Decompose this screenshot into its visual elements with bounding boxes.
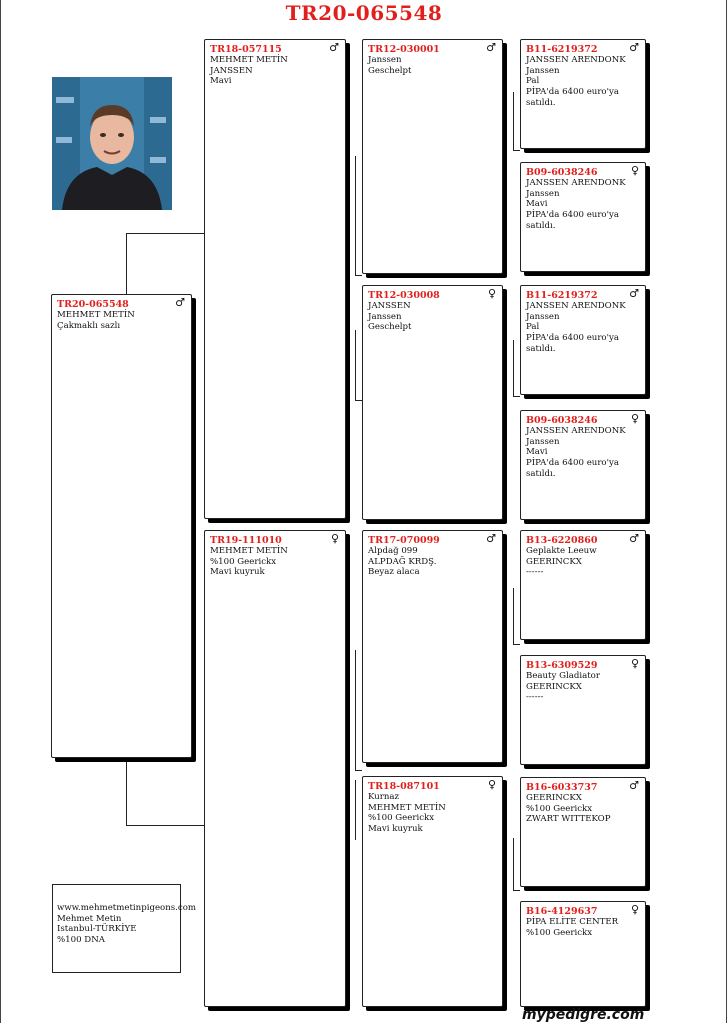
detail-line: %100 Geerickx — [210, 556, 277, 567]
ring-number: TR18-057115 — [210, 44, 282, 55]
detail-line: ------ — [526, 692, 544, 703]
pigeon-card-great-grandparent[interactable] — [520, 39, 646, 149]
connector — [126, 233, 204, 234]
detail-line: GEERINCKX — [526, 556, 582, 567]
dna-note: %100 DNA — [57, 935, 105, 946]
connector — [126, 758, 127, 826]
ring-number: B09-6038246 — [526, 415, 598, 426]
pigeon-card-grandparent[interactable] — [362, 776, 503, 1007]
sex-icon: ♂ — [629, 779, 639, 792]
pigeon-card-grandparent[interactable] — [362, 285, 503, 520]
pigeon-card-grandparent[interactable] — [362, 530, 503, 763]
ring-number: B13-6309529 — [526, 660, 598, 671]
connector — [513, 340, 514, 396]
sex-icon: ♂ — [175, 296, 185, 309]
detail-line: MEHMET METİN — [210, 546, 288, 556]
ring-number: B16-4129637 — [526, 906, 598, 917]
detail-line: Janssen — [526, 436, 560, 447]
pigeon-card-great-grandparent[interactable] — [520, 162, 646, 272]
person-avatar-icon — [52, 77, 172, 210]
website-text: www.mehmetmetinpigeons.com — [57, 903, 197, 913]
detail-line: Mavi kuyruk — [368, 824, 423, 835]
connector — [355, 650, 356, 770]
connector — [355, 275, 362, 276]
ring-number: B11-6219372 — [526, 290, 598, 301]
connector — [126, 233, 127, 294]
detail-line: Beyaz alaca — [368, 567, 420, 578]
pigeon-card-dam[interactable] — [204, 530, 346, 1007]
detail-line: MEHMET METİN — [57, 310, 135, 320]
sex-icon: ♀ — [630, 164, 639, 177]
detail-line: Mavi — [526, 199, 548, 210]
ring-number: TR12-030001 — [368, 44, 440, 55]
sex-icon: ♀ — [630, 412, 639, 425]
footer-brand: mypedigre.com — [522, 1007, 645, 1023]
ring-number: TR19-111010 — [210, 535, 282, 546]
sex-icon: ♀ — [630, 657, 639, 670]
detail-line: ------ — [526, 567, 544, 578]
detail-line: JANSSEN ARENDONK — [526, 55, 626, 65]
detail-line: Mavi — [526, 447, 548, 458]
pigeon-card-great-grandparent[interactable] — [520, 285, 646, 395]
detail-line: GEERINCKX — [526, 793, 582, 803]
pigeon-card-great-grandparent[interactable] — [520, 901, 646, 1007]
connector — [513, 92, 514, 150]
ring-number: B13-6220860 — [526, 535, 598, 546]
breeder-location: Istanbul-TÜRKİYE — [57, 924, 137, 935]
connector — [513, 588, 514, 644]
detail-line: %100 Geerickx — [368, 813, 435, 824]
sex-icon: ♀ — [330, 532, 339, 545]
sex-icon: ♂ — [629, 532, 639, 545]
sex-icon: ♂ — [329, 41, 339, 54]
detail-line: JANSSEN — [210, 65, 253, 76]
detail-line: satıldı. — [526, 97, 556, 108]
ring-number: TR20-065548 — [57, 299, 129, 310]
detail-line: Geschelpt — [368, 322, 412, 333]
detail-line: Geplakte Leeuw — [526, 546, 597, 556]
connector — [126, 825, 204, 826]
sex-icon: ♂ — [629, 41, 639, 54]
detail-line: Alpdağ 099 — [368, 546, 418, 556]
detail-line: Beauty Gladiator — [526, 671, 600, 681]
detail-line: Geschelpt — [368, 65, 412, 76]
detail-line: Janssen — [526, 311, 560, 322]
sex-icon: ♂ — [486, 532, 496, 545]
detail-line: MEHMET METİN — [368, 802, 446, 813]
sex-icon: ♂ — [629, 287, 639, 300]
detail-line: MEHMET METİN — [210, 55, 288, 65]
pigeon-card-sire[interactable] — [204, 39, 346, 519]
sex-icon: ♀ — [630, 903, 639, 916]
page-title: TR20-065548 — [285, 1, 443, 25]
detail-line: %100 Geerickx — [526, 803, 593, 814]
sex-icon: ♀ — [487, 778, 496, 791]
sex-icon: ♂ — [486, 41, 496, 54]
detail-line: JANSSEN — [368, 301, 411, 311]
ring-number: TR12-030008 — [368, 290, 440, 301]
detail-line: PİPA ELİTE CENTER — [526, 917, 619, 927]
detail-line: JANSSEN ARENDONK — [526, 426, 626, 436]
connector — [355, 770, 362, 771]
connector — [513, 890, 520, 891]
detail-line: ALPDAĞ KRDŞ. — [368, 556, 437, 567]
detail-line: Mavi — [210, 76, 232, 87]
detail-line: Kurnaz — [368, 792, 400, 802]
pigeon-card-great-grandparent[interactable] — [520, 777, 646, 887]
connector — [355, 156, 356, 276]
connector — [355, 330, 356, 400]
detail-line: satıldı. — [526, 468, 556, 479]
connector — [513, 644, 520, 645]
breeder-info-box — [52, 884, 197, 973]
detail-line: ZWART WITTEKOP — [526, 814, 611, 825]
ring-number: B11-6219372 — [526, 44, 598, 55]
detail-line: %100 Geerickx — [526, 927, 593, 938]
detail-line: Pal — [526, 76, 540, 87]
detail-line: GEERINCKX — [526, 681, 582, 692]
sex-icon: ♀ — [487, 287, 496, 300]
connector — [355, 400, 362, 401]
ring-number: TR18-087101 — [368, 781, 440, 792]
pigeon-card-great-grandparent[interactable] — [520, 655, 646, 765]
detail-line: JANSSEN ARENDONK — [526, 301, 626, 311]
detail-line: PİPA'da 6400 euro'ya — [526, 458, 619, 469]
owner-photo — [52, 77, 172, 210]
connector — [355, 780, 356, 840]
detail-line: Mavi kuyruk — [210, 567, 265, 578]
detail-line: Janssen — [368, 311, 402, 322]
ring-number: B16-6033737 — [526, 782, 598, 793]
breeder-name: Mehmet Metin — [57, 913, 122, 924]
pigeon-card-great-grandparent[interactable] — [520, 410, 646, 520]
detail-line: satıldı. — [526, 343, 556, 354]
detail-line: Çakmaklı sazlı — [57, 320, 121, 331]
ring-number: B09-6038246 — [526, 167, 598, 178]
connector — [513, 838, 514, 890]
detail-line: PİPA'da 6400 euro'ya — [526, 333, 619, 344]
pigeon-card-great-grandparent[interactable] — [520, 530, 646, 640]
detail-line: Janssen — [526, 65, 560, 76]
detail-line: Pal — [526, 322, 540, 333]
connector — [513, 396, 520, 397]
detail-line: JANSSEN ARENDONK — [526, 178, 626, 188]
pigeon-card-grandparent[interactable] — [362, 39, 503, 274]
connector — [513, 150, 520, 151]
ring-number: TR17-070099 — [368, 535, 440, 546]
detail-line: PİPA'da 6400 euro'ya — [526, 87, 619, 98]
detail-line: Janssen — [368, 55, 402, 65]
detail-line: PİPA'da 6400 euro'ya — [526, 210, 619, 221]
pigeon-card-subject[interactable] — [51, 294, 192, 758]
detail-line: Janssen — [526, 188, 560, 199]
detail-line: satıldı. — [526, 220, 556, 231]
